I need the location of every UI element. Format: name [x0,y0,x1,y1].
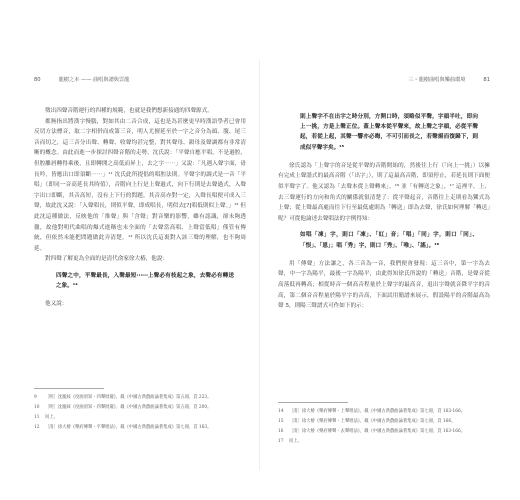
paragraph: 他又說： [45,301,68,308]
paragraph: 用「傳聲」方法讓之，各三音為一音，我們便會發現：這三音中，第一字為去聲，中一字為陽平，最後一字為陽平，由此得知徐氏所說的「轉送」音階，是聲音從高落低再轉高；相從時音一個高音程量於上聲字的最高音，退出字聲就音降平字的音高，第二個音音程量於陽平字的音高，下面試用簡譜來展示，假設陽平的音階最高為聲 5，則陽三聲譜式可作如下的示： [278,260,490,310]
footnote-number: 12 [34,424,40,430]
footnote [34,423,246,433]
footnote [278,427,490,437]
left-page-body [34,106,246,310]
footnote-rule [34,388,104,389]
right-page [260,0,520,500]
block-quote: 則上聲字不在出字之時分別，方開口時，須略似平聲，字頭半吐，即向上一挑，方是上聲正位。蓋上聲本從平聲來，故上聲之字頭，必從平聲起，若從上起，其聲一響亦必晦，不可引而長之，若聲揚而復歸下，則成似平聲字矣。¹⁵ [300,114,478,151]
footnote-number: 11 [34,414,40,420]
footnote [278,417,490,427]
footnotes [34,388,246,433]
left-page-header [34,76,129,83]
page-number: 80 [34,77,41,83]
footnote [34,413,246,423]
right-page-body [278,106,490,312]
block-quote: 如唱「凍」字，則口「凍」、「紅」音；「唱」「同」字，則口「同」、「恨」、「恩」；唱「秀」字，則口「秀」、「唯」、「謠」。¹⁸ [300,232,478,249]
footnote-text: ［明］沈寵綏《度曲須知・四聲批窺》，載《中國古典戲曲論著集成》第五冊，頁 223。 [45,394,212,400]
paragraph: 對四聲了解更為全面的是清代俞家徐大椿，他說： [45,256,169,263]
block-quote: 四聲之中，平聲最長，入聲最短⋯⋯上聲必有枝起之象，去聲必有轉送之象。¹⁴ [56,272,234,290]
footnotes [278,402,490,447]
footnote-rule [278,402,348,403]
footnote [34,403,246,413]
footnote-text: ［清］徐大椿《樂府傳聲・上聲唱法》，載《中國古典戲曲論著集成》第七冊，頁 163-166。 [289,408,466,414]
paragraph: 都無指出將漢字慢腦，對如其由二音合成，這也是為甚麼更早時漢語學者已會用反切方法標音，取二字相併而成第三音，明人尤擅延至於一字之音分為頭、腹、尾三音而切之，這三音分出聲、轉聲、收聲均甚完整，對其聲母、韻母及聲調都有非常清晰的概念。由此而進一步探討四聲音階的走勢，沈氏說：「平聲自應平唱，不是過腔，但腔離唇轉得乘後，且即轉開之高低而昇上，去之字⋯⋯」又說：「凡遇入聲字面，毋長吟，皆應出口即須斷⋯⋯」¹¹ 沈氏此所提倡的唱腔法則。平聲字的調式是一音「平唱」（即同一音高延長其時值），音階向上行是上聲過式，向下行則是去聲過式，入聲字出口即斷，其音高短，沒有上下行的問題。其音高亦對一定，入聲長唱便可成入三聲，故此沈又說：「入聲唱長，則似平聲，即成唱長，明似去[?]唱低則似上聲。」¹² 但此沈這種做法，反映他的「推聲」與「含聲」對音樂的影響，雖有認識，卻未夠透徹，故他對明代曲唱的爆式進稱也未全面的「去聲當高唱、上聲當低唱」僅管有傳統，但依然未能把問題做此弄清楚。¹³ 所以沈氏這裏對入該三聲的理解，也不夠周延。 [34,118,246,252]
footnote [278,407,490,417]
footnote-number: 9 [34,394,37,400]
footnote-number: 15 [278,418,284,424]
footnote-text: ［清］徐大椿《樂府傳聲・上聲唱法》，載《中國古典戲曲論著集成》第七冊，頁 166。 [289,418,456,424]
footnote-number: 14 [278,408,284,414]
running-head: 三・龍樹曲唱與樂曲環境 [408,77,466,83]
footnote-number: 10 [34,404,40,410]
running-head: 龍樹之本 —— 曲唱與譜與雲龍 [58,77,130,83]
right-page-header [408,76,490,83]
footnote-text: 同上。 [289,438,302,444]
footnote-text: ［清］徐大椿《樂府傳聲・去聲唱法》，載《中國古典戲曲論著集成》第七冊，頁 163-166。 [289,428,466,434]
footnote-text: ［清］徐大椿《樂府傳聲・平聲唱法》，載《中國古典戲曲論著集成》第七冊，頁 163。 [45,424,212,430]
footnote-number: 16 [278,428,284,434]
footnote-text: ［明］沈寵綏《度曲須知・四聲批窺》，載《中國古典戲曲論著集成》第五冊，頁 200。 [45,404,212,410]
paragraph: 徐氏認為「上聲字的音是從平聲的音階開始的，然後往上行（「向上一挑」）以擁有完成上聲諧式的最高音階（「出字」），則了這最高音階，即須停止，若延長則下面便似平聲字了。他又認為「去聲本從上聲轉來」，¹⁶ 並「有轉送之象」，¹⁷ 這裡平、上、去三聲運行的方向和角式的關係就很清楚了：從平聲起音，音階往上走則看為鸞式為上聲；從上聲最高處而往下行至最低處則為「轉送」即為去聲，徐氏如何理解「轉送」呢？可從他論述去聲唱法的字例得知： [278,162,490,222]
footnote [34,393,246,403]
footnote-text: 同上。 [45,414,58,420]
footnote-number: 17 [278,438,284,444]
paragraph: 徵出四聲音階運行的四種的規範，也就是我們想新接通的四聲源式。 [45,108,213,114]
page-number: 81 [483,77,490,83]
footnote [278,437,490,447]
